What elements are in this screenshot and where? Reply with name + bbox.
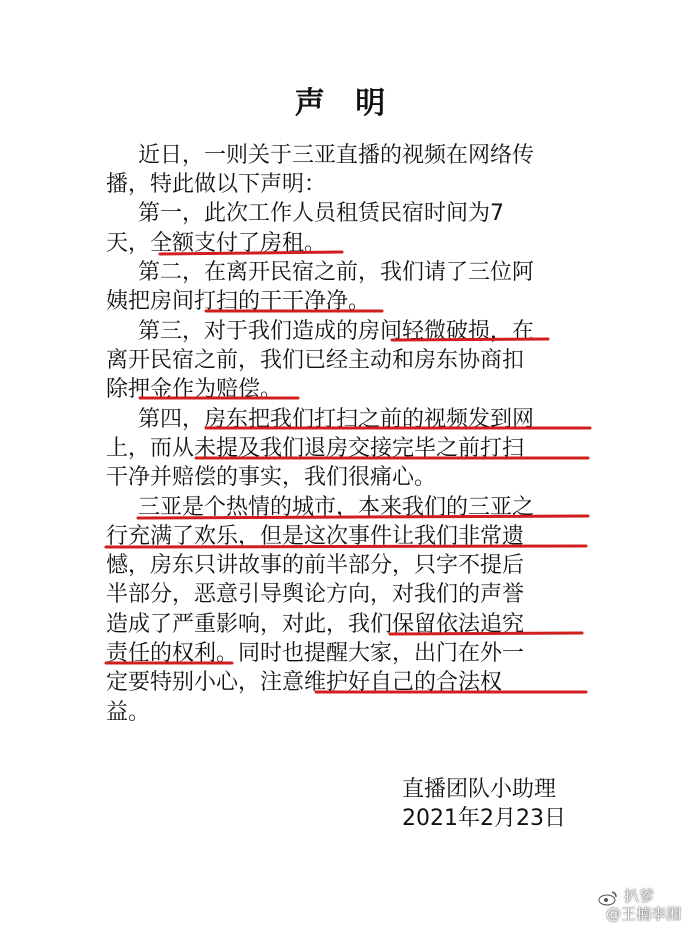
text-line-2: 播，特此做以下声明：	[106, 172, 327, 197]
watermark-line2: @王楠李湘	[606, 905, 682, 923]
text-line-5: 第二，在离开民宿之前，我们请了三位阿	[138, 260, 535, 285]
text-line-19: 定要特别小心，注意维护好自己的合法权	[106, 670, 503, 695]
text-line-10: 第四，房东把我们打扫之前的视频发到网	[138, 407, 535, 432]
text-line-17: 造成了严重影响，对此，我们保留依法追究	[106, 612, 525, 637]
text-line-11: 上，而从未提及我们退房交接完毕之前打扫	[106, 436, 525, 461]
date: 2021年2月23日	[402, 806, 566, 831]
document-title: 声 明	[294, 86, 396, 121]
text-line-8: 离开民宿之前，我们已经主动和房东协商扣	[106, 348, 525, 373]
text-line-13: 三亚是个热情的城市，本来我们的三亚之	[138, 495, 535, 520]
signature: 直播团队小助理	[402, 777, 557, 802]
text-line-4-full: 天，全额支付了房租。	[106, 231, 327, 256]
text-line-20: 益。	[106, 700, 151, 725]
text-line-15: 憾，房东只讲故事的前半部分，只字不提后	[106, 553, 525, 578]
watermark-line1: 扒爹	[624, 887, 655, 905]
text-line-12: 干净并赔偿的事实，我们很痛心。	[106, 465, 437, 490]
text-line-16: 半部分，恶意引导舆论方向，对我们的声誉	[106, 582, 525, 607]
text-line-18: 责任的权利。同时也提醒大家，出门在外一	[106, 641, 525, 666]
watermark	[598, 887, 688, 927]
text-line-3: 第一，此次工作人员租赁民宿时间为7	[138, 201, 504, 226]
text-line-1: 近日，一则关于三亚直播的视频在网络传	[138, 143, 535, 168]
text-line-9: 除押金作为赔偿。	[106, 377, 283, 402]
text-line-7: 第三，对于我们造成的房间轻微破损，在	[138, 319, 535, 344]
text-line-14: 行充满了欢乐，但是这次事件让我们非常遗	[106, 524, 525, 549]
text-line-4	[106, 229, 326, 258]
text-line-6: 姨把房间打扫的干干净净。	[106, 289, 371, 314]
